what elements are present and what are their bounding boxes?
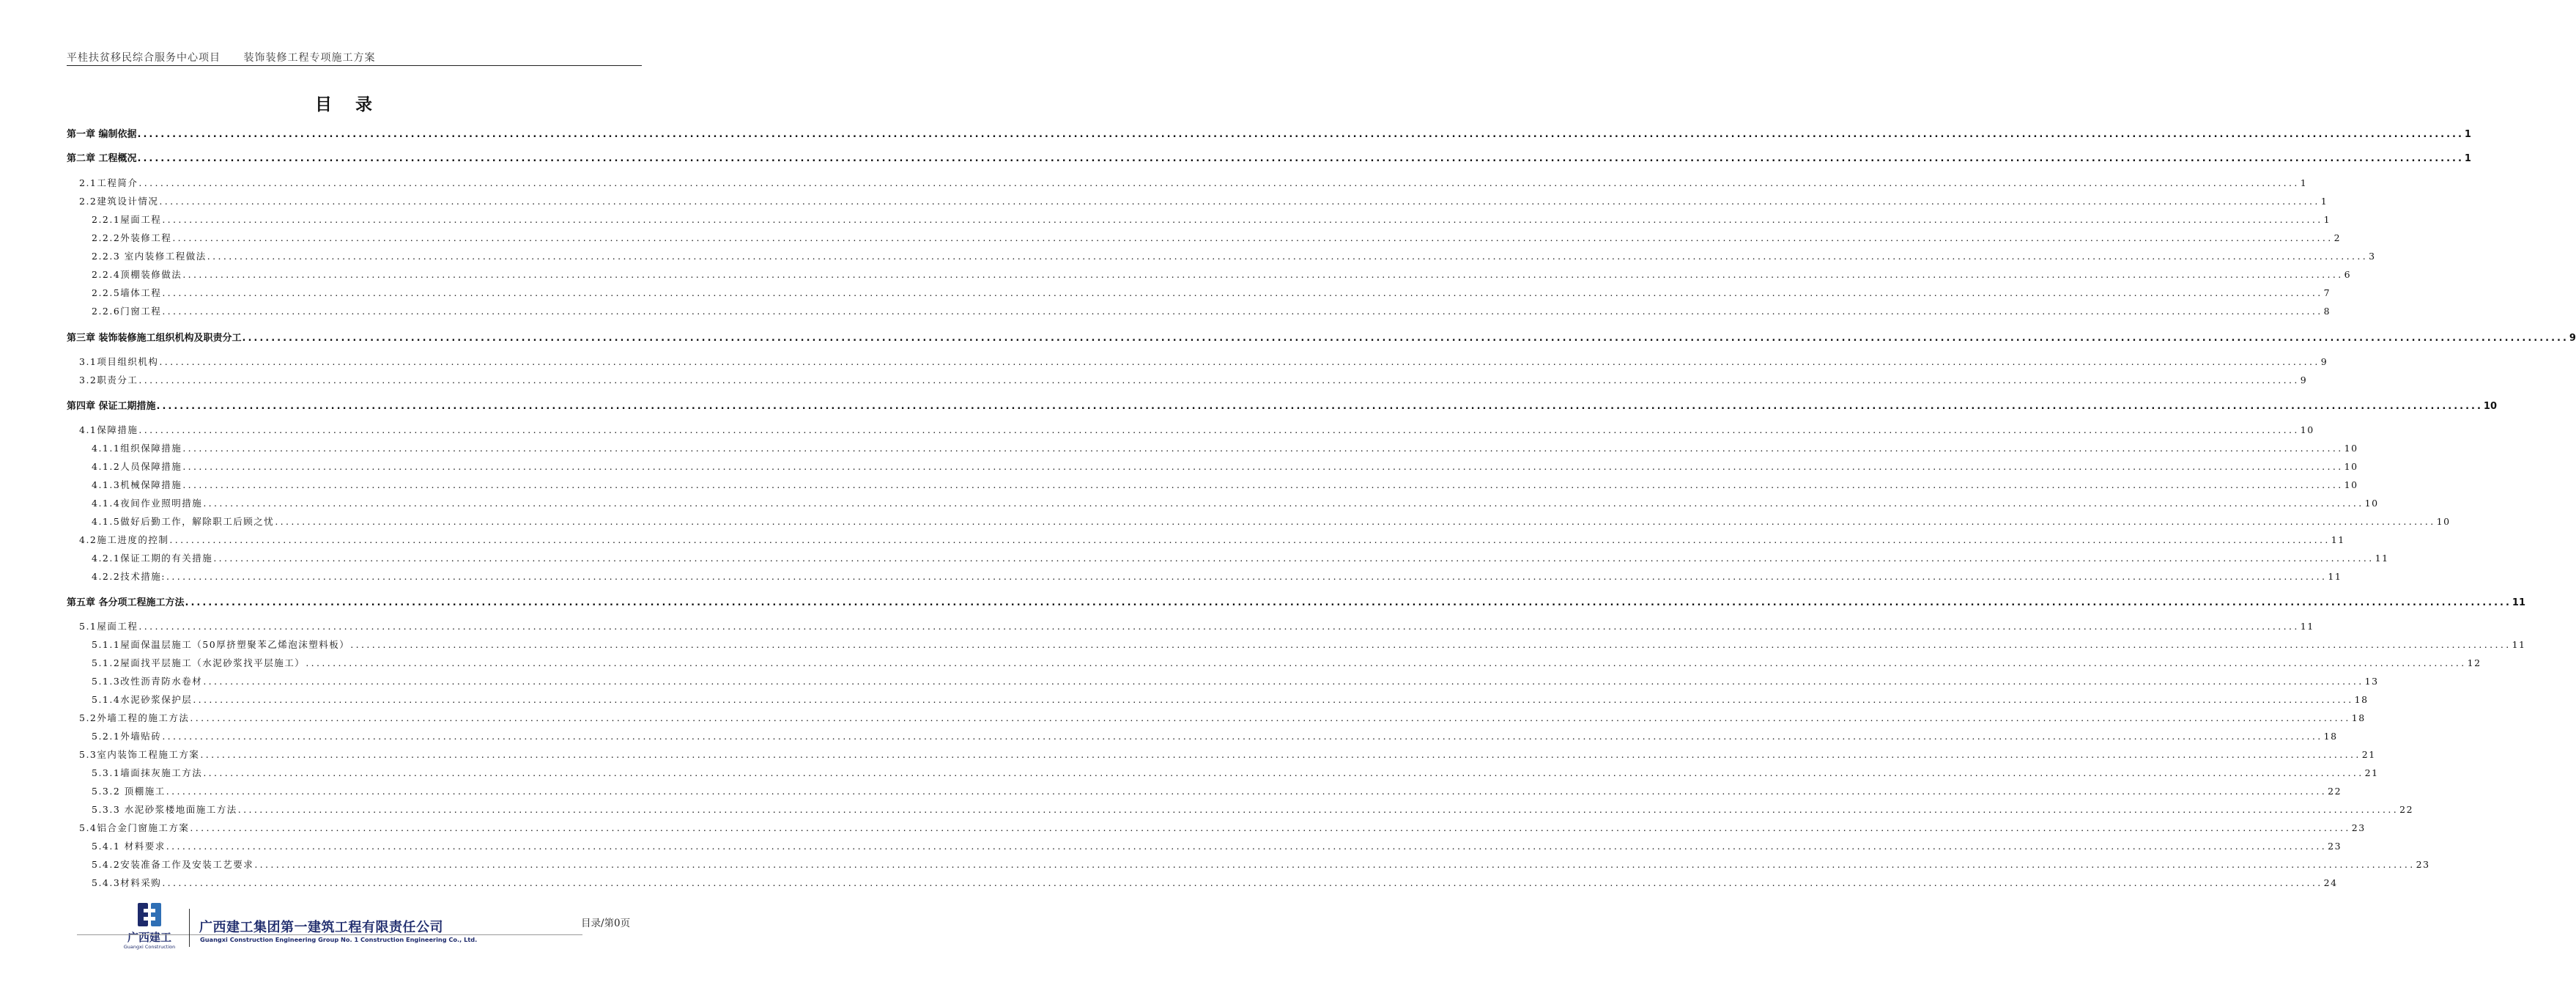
toc-dot-leader: ................................................................................................................................................................................................................................................................................................................................................................................................................ bbox=[203, 767, 2364, 778]
toc-page-number: 7 bbox=[2323, 287, 2331, 298]
toc-dot-leader: ................................................................................................................................................................................................................................................................................................................................................................................................................ bbox=[275, 516, 2436, 527]
toc-dot-leader: ................................................................................................................................................................................................................................................................................................................................................................................................................ bbox=[138, 375, 2300, 385]
toc-dot-leader: ................................................................................................................................................................................................................................................................................................................................................................................................................ bbox=[159, 356, 2320, 367]
toc-dot-leader: ................................................................................................................................................................................................................................................................................................................................................................................................................ bbox=[166, 786, 2328, 797]
toc-section-entry[interactable] bbox=[79, 711, 2366, 726]
toc-section-entry[interactable] bbox=[92, 729, 2338, 744]
toc-entry-label: 4.2施工进度的控制 bbox=[79, 534, 169, 545]
toc-page-number: 11 bbox=[2512, 639, 2526, 650]
toc-section-entry[interactable] bbox=[92, 478, 2358, 492]
toc-section-entry[interactable] bbox=[92, 876, 2338, 890]
toc-section-entry[interactable] bbox=[79, 373, 2308, 388]
toc-page-number: 8 bbox=[2323, 306, 2331, 317]
toc-page-number: 10 bbox=[2364, 498, 2379, 509]
toc-entry-label: 5.2.1外墙贴砖 bbox=[92, 731, 162, 742]
toc-entry-label: 5.4.1 材料要求 bbox=[92, 841, 166, 852]
toc-dot-leader: ................................................................................................................................................................................................................................................................................................................................................................................................................ bbox=[182, 479, 2344, 490]
toc-entry-label: 5.1屋面工程 bbox=[79, 621, 138, 632]
logo-text-en: Guangxi Construction bbox=[123, 944, 176, 950]
toc-section-entry[interactable] bbox=[92, 496, 2379, 511]
toc-entry-label: 2.2.6门窗工程 bbox=[92, 306, 162, 317]
toc-entry-label: 4.1.5做好后勤工作，解除职工后顾之忧 bbox=[92, 516, 275, 527]
page-number: 目录/第0页 bbox=[581, 918, 631, 929]
toc-dot-leader: ................................................................................................................................................................................................................................................................................................................................................................................................................ bbox=[162, 731, 2323, 742]
toc-dot-leader: ................................................................................................................................................................................................................................................................................................................................................................................................................ bbox=[159, 196, 2320, 207]
toc-section-entry[interactable] bbox=[92, 268, 2352, 282]
toc-dot-leader: ................................................................................................................................................................................................................................................................................................................................................................................................................ bbox=[138, 621, 2300, 632]
toc-entry-label: 5.1.3改性沥青防水卷材 bbox=[92, 676, 203, 687]
toc-dot-leader: ................................................................................................................................................................................................................................................................................................................................................................................................................ bbox=[137, 129, 2464, 140]
company-logo-icon bbox=[136, 901, 163, 928]
toc-dot-leader: ................................................................................................................................................................................................................................................................................................................................................................................................................ bbox=[237, 804, 2399, 815]
company-name-cn: 广西建工集团第一建筑工程有限责任公司 bbox=[199, 920, 443, 935]
toc-chapter-entry[interactable] bbox=[67, 330, 2576, 344]
toc-entry-label: 5.3.2 顶棚施工 bbox=[92, 786, 166, 797]
toc-page-number: 9 bbox=[2569, 333, 2576, 344]
toc-page-number: 12 bbox=[2467, 657, 2481, 668]
toc-entry-label: 4.1.4夜间作业照明措施 bbox=[92, 498, 203, 509]
toc-entry-label: 5.3.3 水泥砂浆楼地面施工方法 bbox=[92, 804, 237, 815]
toc-dot-leader: ................................................................................................................................................................................................................................................................................................................................................................................................................ bbox=[203, 676, 2364, 687]
toc-chapter-entry[interactable] bbox=[67, 126, 2471, 141]
toc-dot-leader: ................................................................................................................................................................................................................................................................................................................................................................................................................ bbox=[162, 214, 2323, 225]
toc-page-number: 10 bbox=[2344, 461, 2358, 472]
toc-chapter-entry[interactable] bbox=[67, 150, 2471, 165]
toc-section-entry[interactable] bbox=[92, 569, 2342, 584]
toc-section-entry[interactable] bbox=[92, 551, 2389, 566]
toc-entry-label: 3.1项目组织机构 bbox=[79, 356, 159, 367]
company-name-en: Guangxi Construction Engineering Group No. 1 Construction Engineering Co., Ltd. bbox=[200, 936, 478, 943]
toc-entry-label: 4.1保障措施 bbox=[79, 424, 138, 435]
toc-page-number: 11 bbox=[2328, 571, 2342, 582]
toc-dot-leader: ................................................................................................................................................................................................................................................................................................................................................................................................................ bbox=[138, 424, 2300, 435]
toc-section-entry[interactable] bbox=[79, 176, 2308, 191]
toc-dot-leader: ................................................................................................................................................................................................................................................................................................................................................................................................................ bbox=[138, 177, 2300, 188]
toc-section-entry[interactable] bbox=[92, 766, 2379, 781]
toc-section-entry[interactable] bbox=[92, 839, 2342, 854]
toc-page-number: 10 bbox=[2483, 401, 2498, 412]
toc-page-number: 10 bbox=[2300, 424, 2314, 435]
toc-entry-label: 4.1.1组织保障措施 bbox=[92, 443, 182, 454]
toc-chapter-entry[interactable] bbox=[67, 594, 2526, 609]
toc-dot-leader: ................................................................................................................................................................................................................................................................................................................................................................................................................ bbox=[162, 287, 2323, 298]
toc-section-entry[interactable] bbox=[79, 533, 2345, 547]
toc-page-number: 11 bbox=[2331, 534, 2345, 545]
toc-section-entry[interactable] bbox=[92, 441, 2358, 456]
toc-page-number: 24 bbox=[2323, 877, 2338, 888]
toc-entry-label: 2.2.1屋面工程 bbox=[92, 214, 162, 225]
toc-section-entry[interactable] bbox=[92, 857, 2430, 872]
toc-entry-label: 2.2.2外装修工程 bbox=[92, 232, 172, 243]
toc-page-number: 21 bbox=[2364, 767, 2379, 778]
toc-dot-leader: ................................................................................................................................................................................................................................................................................................................................................................................................................ bbox=[182, 461, 2344, 472]
toc-page-number: 23 bbox=[2351, 822, 2366, 833]
toc-page-number: 1 bbox=[2464, 153, 2471, 164]
toc-section-entry[interactable] bbox=[92, 249, 2376, 264]
logo-text-cn: 广西建工 bbox=[127, 931, 171, 944]
toc-dot-leader: ................................................................................................................................................................................................................................................................................................................................................................................................................ bbox=[190, 822, 2351, 833]
toc-page-number: 18 bbox=[2351, 712, 2366, 723]
toc-entry-label: 5.4铝合金门窗施工方案 bbox=[79, 822, 190, 833]
toc-dot-leader: ................................................................................................................................................................................................................................................................................................................................................................................................................ bbox=[203, 498, 2364, 509]
toc-entry-label: 第三章 装饰装修施工组织机构及职责分工 bbox=[67, 333, 242, 344]
toc-dot-leader: ................................................................................................................................................................................................................................................................................................................................................................................................................ bbox=[182, 269, 2344, 280]
toc-section-entry[interactable] bbox=[79, 821, 2366, 835]
toc-section-entry[interactable] bbox=[92, 656, 2481, 671]
toc-entry-label: 4.1.2人员保障措施 bbox=[92, 461, 182, 472]
toc-dot-leader: ................................................................................................................................................................................................................................................................................................................................................................................................................ bbox=[162, 877, 2323, 888]
toc-dot-leader: ................................................................................................................................................................................................................................................................................................................................................................................................................ bbox=[169, 534, 2331, 545]
toc-dot-leader: ................................................................................................................................................................................................................................................................................................................................................................................................................ bbox=[242, 333, 2569, 344]
toc-page-number: 10 bbox=[2344, 443, 2358, 454]
toc-page-number: 10 bbox=[2436, 516, 2451, 527]
toc-section-entry[interactable] bbox=[92, 213, 2331, 227]
toc-section-entry[interactable] bbox=[92, 231, 2342, 246]
toc-page-number: 9 bbox=[2320, 356, 2328, 367]
toc-entry-label: 5.1.4水泥砂浆保护层 bbox=[92, 694, 193, 705]
toc-dot-leader: ................................................................................................................................................................................................................................................................................................................................................................................................................ bbox=[190, 712, 2351, 723]
toc-entry-label: 4.1.3机械保障措施 bbox=[92, 479, 182, 490]
header-project-name: 平桂扶贫移民综合服务中心项目 bbox=[67, 52, 221, 64]
toc-entry-label: 第五章 各分项工程施工方法 bbox=[67, 597, 185, 608]
toc-dot-leader: ................................................................................................................................................................................................................................................................................................................................................................................................................ bbox=[213, 553, 2375, 564]
toc-page-number: 11 bbox=[2512, 597, 2526, 608]
toc-dot-leader: ................................................................................................................................................................................................................................................................................................................................................................................................................ bbox=[166, 841, 2328, 852]
page-title: 目 录 bbox=[314, 95, 381, 114]
toc-page-number: 18 bbox=[2354, 694, 2369, 705]
toc-section-entry[interactable] bbox=[79, 423, 2314, 438]
toc-dot-leader: ................................................................................................................................................................................................................................................................................................................................................................................................................ bbox=[193, 694, 2354, 705]
toc-section-entry[interactable] bbox=[92, 784, 2342, 799]
toc-page-number: 23 bbox=[2416, 859, 2430, 870]
toc-dot-leader: ................................................................................................................................................................................................................................................................................................................................................................................................................ bbox=[350, 639, 2512, 650]
toc-dot-leader: ................................................................................................................................................................................................................................................................................................................................................................................................................ bbox=[306, 657, 2467, 668]
toc-dot-leader: ................................................................................................................................................................................................................................................................................................................................................................................................................ bbox=[185, 597, 2512, 608]
toc-dot-leader: ................................................................................................................................................................................................................................................................................................................................................................................................................ bbox=[156, 401, 2483, 412]
toc-entry-label: 5.4.2安装准备工作及安装工艺要求 bbox=[92, 859, 254, 870]
toc-section-entry[interactable] bbox=[92, 514, 2451, 529]
toc-entry-label: 第二章 工程概况 bbox=[67, 153, 137, 164]
toc-section-entry[interactable] bbox=[92, 460, 2358, 474]
toc-dot-leader: ................................................................................................................................................................................................................................................................................................................................................................................................................ bbox=[182, 443, 2344, 454]
toc-entry-label: 5.1.2屋面找平层施工（水泥砂浆找平层施工） bbox=[92, 657, 306, 668]
toc-section-entry[interactable] bbox=[92, 803, 2414, 817]
toc-page-number: 11 bbox=[2300, 621, 2314, 632]
toc-dot-leader: ................................................................................................................................................................................................................................................................................................................................................................................................................ bbox=[172, 232, 2333, 243]
toc-section-entry[interactable] bbox=[92, 638, 2526, 652]
toc-dot-leader: ................................................................................................................................................................................................................................................................................................................................................................................................................ bbox=[254, 859, 2416, 870]
toc-page-number: 6 bbox=[2344, 269, 2352, 280]
toc-section-entry[interactable] bbox=[92, 674, 2379, 689]
header-document-name: 装饰装修工程专项施工方案 bbox=[243, 52, 376, 64]
toc-section-entry[interactable] bbox=[92, 304, 2331, 319]
toc-page-number: 11 bbox=[2375, 553, 2389, 564]
toc-page-number: 1 bbox=[2323, 214, 2331, 225]
toc-page-number: 23 bbox=[2328, 841, 2342, 852]
toc-entry-label: 第一章 编制依据 bbox=[67, 129, 137, 140]
toc-page-number: 10 bbox=[2344, 479, 2358, 490]
toc-entry-label: 3.2职责分工 bbox=[79, 375, 138, 385]
toc-dot-leader: ................................................................................................................................................................................................................................................................................................................................................................................................................ bbox=[137, 153, 2464, 164]
toc-entry-label: 4.2.2技术措施: bbox=[92, 571, 166, 582]
toc-entry-label: 2.1工程简介 bbox=[79, 177, 138, 188]
toc-page-number: 9 bbox=[2300, 375, 2308, 385]
toc-entry-label: 5.2外墙工程的施工方法 bbox=[79, 712, 190, 723]
toc-section-entry[interactable] bbox=[79, 355, 2328, 369]
toc-dot-leader: ................................................................................................................................................................................................................................................................................................................................................................................................................ bbox=[166, 571, 2328, 582]
toc-entry-label: 5.3室内装饰工程施工方案 bbox=[79, 749, 200, 760]
toc-page-number: 22 bbox=[2399, 804, 2414, 815]
toc-entry-label: 第四章 保证工期措施 bbox=[67, 401, 156, 412]
toc-page-number: 18 bbox=[2323, 731, 2338, 742]
footer-divider bbox=[189, 909, 190, 947]
toc-section-entry[interactable] bbox=[79, 194, 2328, 209]
toc-page-number: 1 bbox=[2320, 196, 2328, 207]
toc-entry-label: 5.4.3材料采购 bbox=[92, 877, 162, 888]
toc-entry-label: 2.2.5墙体工程 bbox=[92, 287, 162, 298]
toc-page-number: 2 bbox=[2333, 232, 2342, 243]
toc-chapter-entry[interactable] bbox=[67, 398, 2498, 413]
toc-page-number: 1 bbox=[2300, 177, 2308, 188]
toc-entry-label: 2.2.4顶棚装修做法 bbox=[92, 269, 182, 280]
toc-page-number: 3 bbox=[2369, 251, 2376, 262]
toc-entry-label: 2.2.3 室内装修工程做法 bbox=[92, 251, 207, 262]
toc-section-entry[interactable] bbox=[79, 748, 2376, 762]
toc-page-number: 13 bbox=[2364, 676, 2379, 687]
toc-section-entry[interactable] bbox=[92, 286, 2331, 300]
toc-page-number: 21 bbox=[2361, 749, 2376, 760]
toc-dot-leader: ................................................................................................................................................................................................................................................................................................................................................................................................................ bbox=[162, 306, 2323, 317]
toc-entry-label: 4.2.1保证工期的有关措施 bbox=[92, 553, 213, 564]
toc-entry-label: 5.3.1墙面抹灰施工方法 bbox=[92, 767, 203, 778]
toc-entry-label: 2.2建筑设计情况 bbox=[79, 196, 159, 207]
toc-section-entry[interactable] bbox=[92, 693, 2369, 707]
toc-entry-label: 5.1.1屋面保温层施工（50厚挤塑聚苯乙烯泡沫塑料板） bbox=[92, 639, 350, 650]
toc-page-number: 22 bbox=[2328, 786, 2342, 797]
toc-section-entry[interactable] bbox=[79, 619, 2314, 634]
toc-page-number: 1 bbox=[2464, 129, 2471, 140]
toc-dot-leader: ................................................................................................................................................................................................................................................................................................................................................................................................................ bbox=[200, 749, 2361, 760]
toc-dot-leader: ................................................................................................................................................................................................................................................................................................................................................................................................................ bbox=[207, 251, 2369, 262]
